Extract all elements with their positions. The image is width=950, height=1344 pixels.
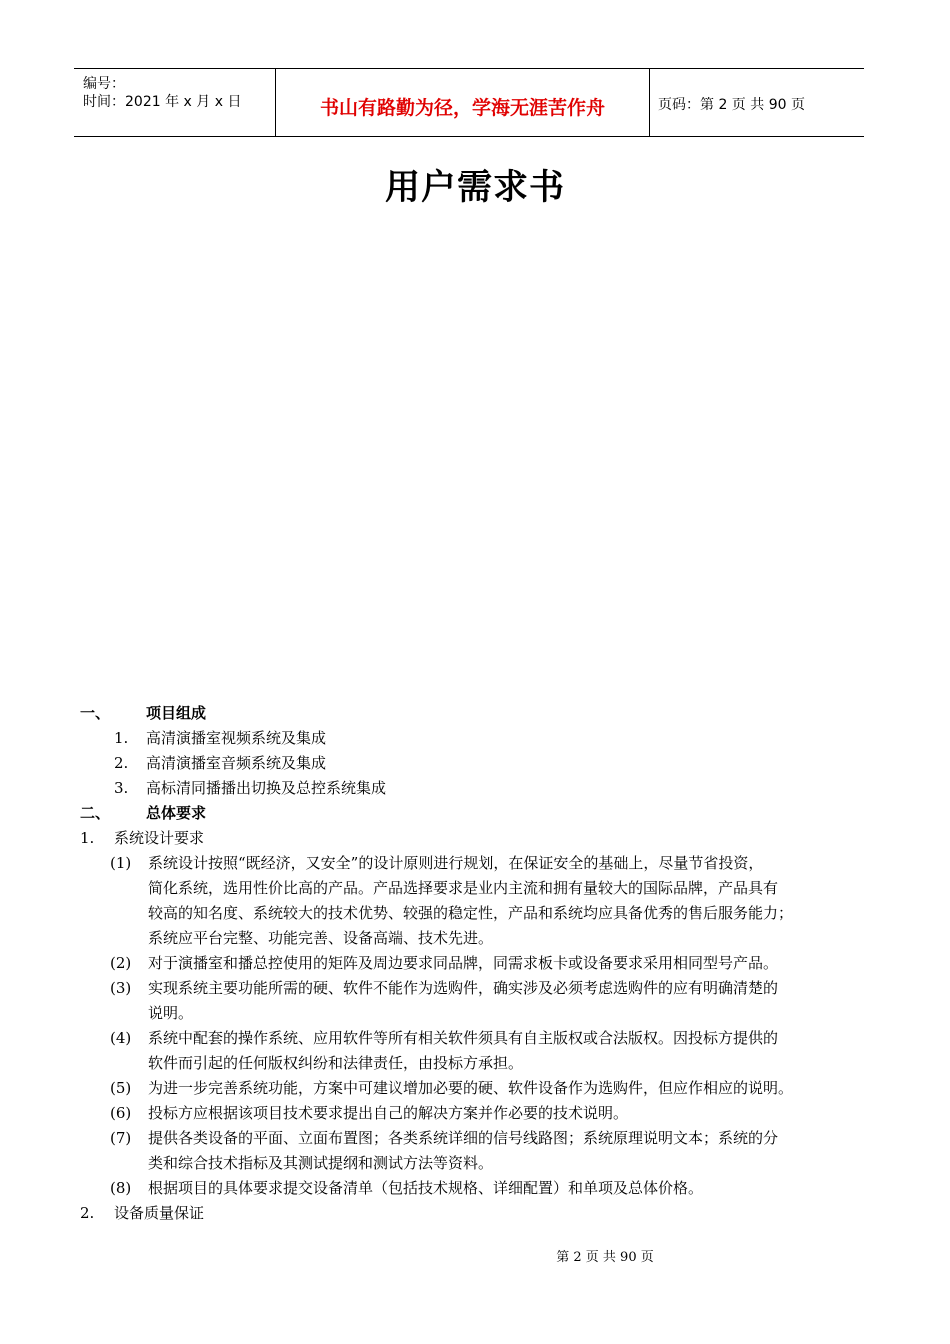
- point-number: (3): [110, 979, 132, 997]
- point-line: 系统应平台完整、功能完善、设备高端、技术先进。: [148, 929, 494, 947]
- subsection-number: 1.: [80, 829, 95, 847]
- motto: 书山有路勤为径，学海无涯苦作舟: [319, 97, 605, 119]
- section1-item-number: 3.: [114, 779, 129, 797]
- point-line: 提供各类设备的平面、立面布置图；各类系统详细的信号线路图；系统原理说明文本；系统的分: [148, 1129, 779, 1147]
- header-motto-cell: [276, 69, 650, 136]
- point-number: (8): [110, 1179, 132, 1197]
- point-line: 为进一步完善系统功能，方案中可建议增加必要的硬、软件设备作为选购件，但应作相应的说明。: [148, 1079, 794, 1097]
- section1-item: 高清演播室视频系统及集成: [146, 729, 327, 747]
- section2-heading: 总体要求: [146, 804, 207, 822]
- time-label: 时间：2021 年 x 月 x 日: [83, 94, 242, 110]
- section1-item-number: 2.: [114, 754, 129, 772]
- subsection-number: 2.: [80, 1204, 95, 1222]
- section1-item: 高标清同播播出切换及总控系统集成: [146, 779, 387, 797]
- section1-heading: 项目组成: [146, 704, 207, 722]
- point-line: 对于演播室和播总控使用的矩阵及周边要求同品牌，同需求板卡或设备要求采用相同型号产品。: [148, 954, 779, 972]
- point-line: 投标方应根据该项目技术要求提出自己的解决方案并作必要的技术说明。: [148, 1104, 629, 1122]
- point-number: (2): [110, 954, 132, 972]
- point-number: (7): [110, 1129, 132, 1147]
- point-number: (1): [110, 854, 132, 872]
- header-table: [74, 68, 864, 137]
- point-line: 系统设计按照“既经济，又安全”的设计原则进行规划，在保证安全的基础上，尽量节省投资，: [148, 854, 764, 872]
- point-line: 较高的知名度、系统较大的技术优势、较强的稳定性，产品和系统均应具备优秀的售后服务能力；: [148, 904, 794, 922]
- point-line: 简化系统，选用性价比高的产品。产品选择要求是业内主流和拥有量较大的国际品牌，产品具有: [148, 879, 779, 897]
- page-footer: 第 2 页 共 90 页: [556, 1250, 654, 1265]
- header-info-cell: [74, 69, 276, 136]
- section1-item-number: 1.: [114, 729, 129, 747]
- point-number: (5): [110, 1079, 132, 1097]
- subsection-heading: 系统设计要求: [114, 829, 205, 847]
- number-label: 编号：: [83, 76, 125, 92]
- section2-number: 二、: [80, 804, 111, 822]
- point-line: 实现系统主要功能所需的硬、软件不能作为选购件，确实涉及必须考虑选购件的应有明确清楚的: [148, 979, 779, 997]
- header-page-cell: [650, 69, 864, 136]
- point-number: (4): [110, 1029, 132, 1047]
- document-title: 用户需求书: [384, 168, 565, 208]
- point-line: 说明。: [148, 1004, 194, 1022]
- point-line: 根据项目的具体要求提交设备清单（包括技术规格、详细配置）和单项及总体价格。: [148, 1179, 704, 1197]
- section1-item: 高清演播室音频系统及集成: [146, 754, 327, 772]
- subsection-heading: 设备质量保证: [114, 1204, 205, 1222]
- point-line: 软件而引起的任何版权纠纷和法律责任，由投标方承担。: [148, 1054, 524, 1072]
- point-line: 系统中配套的操作系统、应用软件等所有相关软件须具有自主版权或合法版权。因投标方提供的: [148, 1029, 779, 1047]
- page-label: 页码：第 2 页 共 90 页: [658, 97, 805, 113]
- section1-number: 一、: [80, 704, 111, 722]
- point-number: (6): [110, 1104, 132, 1122]
- point-line: 类和综合技术指标及其测试提纲和测试方法等资料。: [148, 1154, 494, 1172]
